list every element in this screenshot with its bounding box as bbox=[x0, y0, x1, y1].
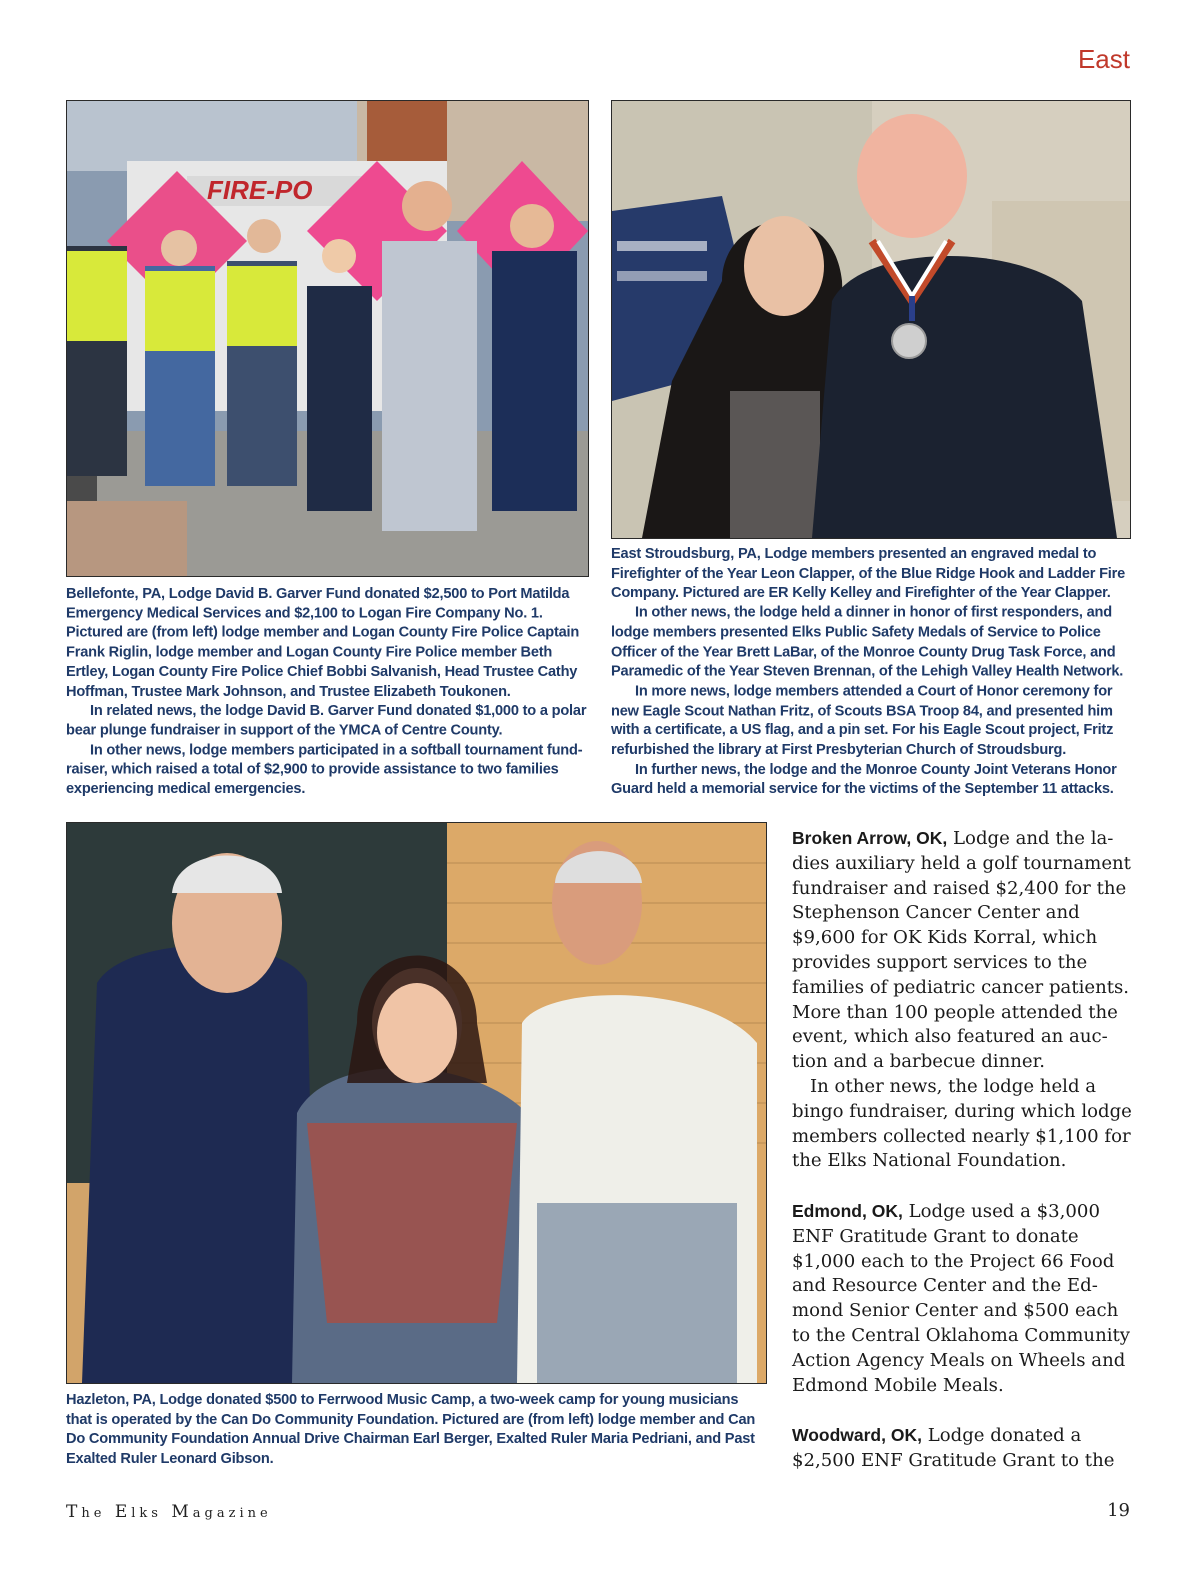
page-number: 19 bbox=[1107, 1500, 1130, 1521]
broken-arrow-article bbox=[792, 826, 1137, 1075]
stroudsburg-caption bbox=[611, 545, 1129, 800]
woodward-article bbox=[792, 1423, 1137, 1474]
stroudsburg-caption-p4: In further news, the lodge and the Monroe County Joint Veterans Honor Guard held a memorial service for the victims of the September 11 attacks. bbox=[611, 761, 1117, 798]
article-column bbox=[792, 826, 1137, 1474]
hazleton-place: Hazleton, PA, bbox=[66, 1392, 156, 1408]
stroudsburg-caption-p3: In more news, lodge members attended a Court of Honor ceremony for new Eagle Scout Nathan Fritz, of Scouts BSA Troop 84, and presented him with a certificate, a US flag, and a pin set. For his Eagle Scout project, Fritz refurbished the library at First Presbyterian Church of Stroudsburg. bbox=[611, 683, 1114, 759]
woodward-place: Woodward, OK, bbox=[792, 1425, 922, 1446]
woodward-text: Lodge donated a $2,500 ENF Gratitude Grant to the bbox=[792, 1425, 1115, 1471]
section-label: East bbox=[1077, 44, 1130, 74]
bellefonte-caption-p3: In other news, lodge members participated in a softball tournament fundraiser, which raised a total of $2,900 to provide assistance to two families experiencing medical emergencies. bbox=[66, 742, 583, 798]
hazleton-photo bbox=[66, 822, 767, 1384]
publication-name: The Elks Magazine bbox=[66, 1502, 272, 1522]
trio-outdoor-photo-icon bbox=[67, 823, 766, 1383]
bellefonte-caption-p1 bbox=[66, 585, 587, 702]
stroudsburg-caption-p1 bbox=[611, 545, 1129, 604]
stroudsburg-caption-text: Lodge members presented an engraved medal to Firefighter of the Year Leon Clapper, of the Blue Ridge Hook and Ladder Fire Company. Pictured are ER Kelly Kelley and Firefighter of the Year Clapper. bbox=[611, 545, 1126, 602]
bellefonte-caption bbox=[66, 585, 587, 800]
group-photo-fire-police-icon bbox=[67, 101, 588, 576]
bellefonte-caption-text: Lodge David B. Garver Fund donated $2,500 to Port Matilda Emergency Medical Services and $2,100 to Logan Fire Company No. 1. Pictured are (from left) lodge member and Logan County Fire Police Captain Frank Riglin, lodge member and Logan County Fire Police member Beth Ertley, Logan County Fire Police Chief Bobbi Salvanish, Head Trustee Cathy Hoffman, Trustee Mark Johnson, and Trustee Elizabeth Toukonen. bbox=[66, 585, 580, 700]
hazleton-caption-text: Lodge donated $500 to Ferrwood Music Camp, a two-week camp for young musicians that is operated by the Can Do Community Foundation. Pictured are (from left) lodge member and Can Do Community Foundation Annual Drive Chairman Earl Berger, Exalted Ruler Maria Pedriani, and Past Exalted Ruler Leonard Gibson. bbox=[66, 1392, 756, 1468]
stroudsburg-caption-p2: In other news, the lodge held a dinner in honor of first responders, and lodge members presented Elks Public Safety Medals of Service to Police Officer of the Year Brett LaBar, of the Monroe County Drug Task Force, and Paramedic of the Year Steven Brennan, of the Lehigh Valley Health Network. bbox=[611, 604, 1124, 680]
edmond-article bbox=[792, 1199, 1137, 1398]
hazleton-caption-p1 bbox=[66, 1391, 765, 1470]
couple-medal-photo-icon bbox=[612, 101, 1130, 538]
bellefonte-place: Bellefonte, PA, bbox=[66, 585, 165, 602]
hazleton-caption bbox=[66, 1391, 765, 1470]
broken-arrow-text: Lodge and the ladies auxiliary held a golf tournament fundraiser and raised $2,400 for the Stephenson Cancer Center and $9,600 for OK Kids Korral, which provides support services to the families of pediatric cancer patients. More than 100 people attended the event, which also featured an auction and a barbecue dinner. bbox=[792, 828, 1131, 1073]
broken-arrow-p2: In other news, the lodge held a bingo fundraiser, during which lodge members collected nearly $1,100 for the Elks National Foundation. bbox=[792, 1075, 1132, 1172]
stroudsburg-photo bbox=[611, 100, 1131, 539]
bellefonte-caption-p2: In related news, the lodge David B. Garver Fund donated $1,000 to a polar bear plunge fundraiser in support of the YMCA of Centre County. bbox=[66, 703, 587, 739]
edmond-place: Edmond, OK, bbox=[792, 1200, 903, 1221]
stroudsburg-place: East Stroudsburg, PA, bbox=[611, 545, 761, 562]
bellefonte-photo bbox=[66, 100, 589, 577]
broken-arrow-place: Broken Arrow, OK, bbox=[792, 828, 948, 848]
edmond-text: Lodge used a $3,000 ENF Gratitude Grant to donate $1,000 each to the Project 66 Food and Resource Center and the Edmond Senior Center and $500 each to the Central Oklahoma Community Action Agency Meals on Wheels and Edmond Mobile Meals. bbox=[792, 1200, 1131, 1396]
svg-text:FIRE-PO: FIRE-PO bbox=[207, 175, 313, 205]
